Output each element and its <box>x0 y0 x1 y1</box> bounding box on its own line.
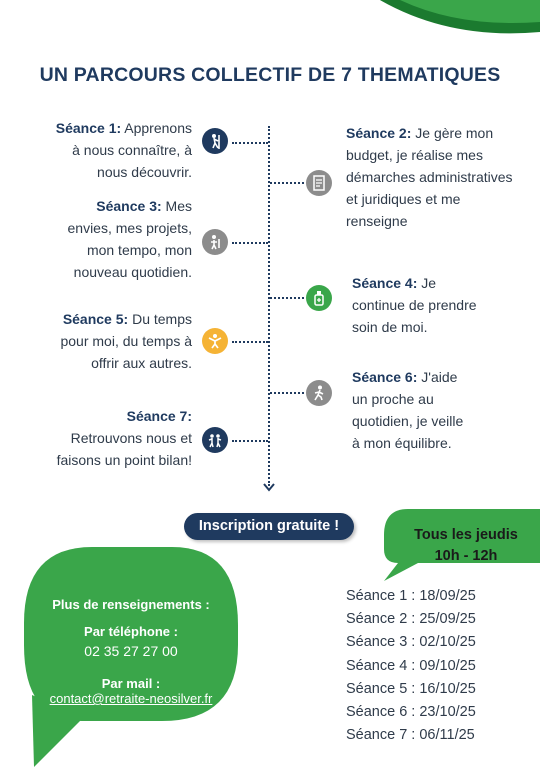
date-item: Séance 4 : 09/10/25 <box>346 657 476 674</box>
phone-label: Par téléphone : <box>84 624 178 639</box>
schedule-bubble <box>378 505 540 581</box>
date-item: Séance 3 : 02/10/25 <box>346 634 476 651</box>
timeline-arrow-icon <box>262 482 276 494</box>
session-3: Séance 3: Mes envies, mes projets, mon tempo, mon nouveau quotidien. <box>67 198 192 280</box>
session-4: Séance 4: Je continue de prendre soin de moi. <box>352 275 477 335</box>
session-5: Séance 5: Du temps pour moi, du temps à offrir aux autres. <box>60 311 192 371</box>
connector-5 <box>232 341 268 343</box>
session-2: Séance 2: Je gère mon budget, je réalise mes démarches administratives et juridiques et me renseigne <box>346 125 513 229</box>
care-bottle-icon <box>306 285 332 311</box>
timeline-line <box>268 126 270 486</box>
connector-6 <box>270 392 304 394</box>
cheerful-person-icon <box>202 328 228 354</box>
inscription-button[interactable]: Inscription gratuite ! <box>184 513 354 540</box>
connector-1 <box>232 142 268 144</box>
document-icon <box>306 170 332 196</box>
walking-person-icon <box>306 380 332 406</box>
date-item: Séance 2 : 25/09/25 <box>346 611 476 628</box>
schedule-hours: 10h - 12h <box>434 548 498 564</box>
session-1: Séance 1: Apprenons à nous connaître, à nous découvrir. <box>55 120 192 180</box>
connector-3 <box>232 242 268 244</box>
schedule-day: Tous les jeudis <box>414 527 518 543</box>
contact-heading: Plus de renseignements : <box>52 597 210 612</box>
session-7: Séance 7: Retrouvons nous et faisons un point bilan! <box>56 408 192 468</box>
page-title: UN PARCOURS COLLECTIF DE 7 THEMATIQUES <box>39 64 501 86</box>
session-6: Séance 6: J'aide un proche au quotidien, je veille à mon équilibre. <box>352 369 464 451</box>
mail-label: Par mail : <box>101 676 161 691</box>
connector-4 <box>270 297 304 299</box>
date-item: Séance 6 : 23/10/25 <box>346 704 476 721</box>
person-icon <box>202 229 228 255</box>
connector-2 <box>270 182 304 184</box>
decorative-swoosh <box>360 0 540 40</box>
hiker-icon <box>202 128 228 154</box>
date-item: Séance 7 : 06/11/25 <box>346 727 475 744</box>
phone-number[interactable]: 02 35 27 27 00 <box>84 643 178 659</box>
connector-7 <box>232 440 268 442</box>
date-item: Séance 1 : 18/09/25 <box>346 588 476 604</box>
date-item: Séance 5 : 16/10/25 <box>346 680 476 697</box>
mail-link[interactable]: contact@retraite-neosilver.fr <box>49 691 213 706</box>
dates-list <box>346 585 476 747</box>
group-icon <box>202 427 228 453</box>
